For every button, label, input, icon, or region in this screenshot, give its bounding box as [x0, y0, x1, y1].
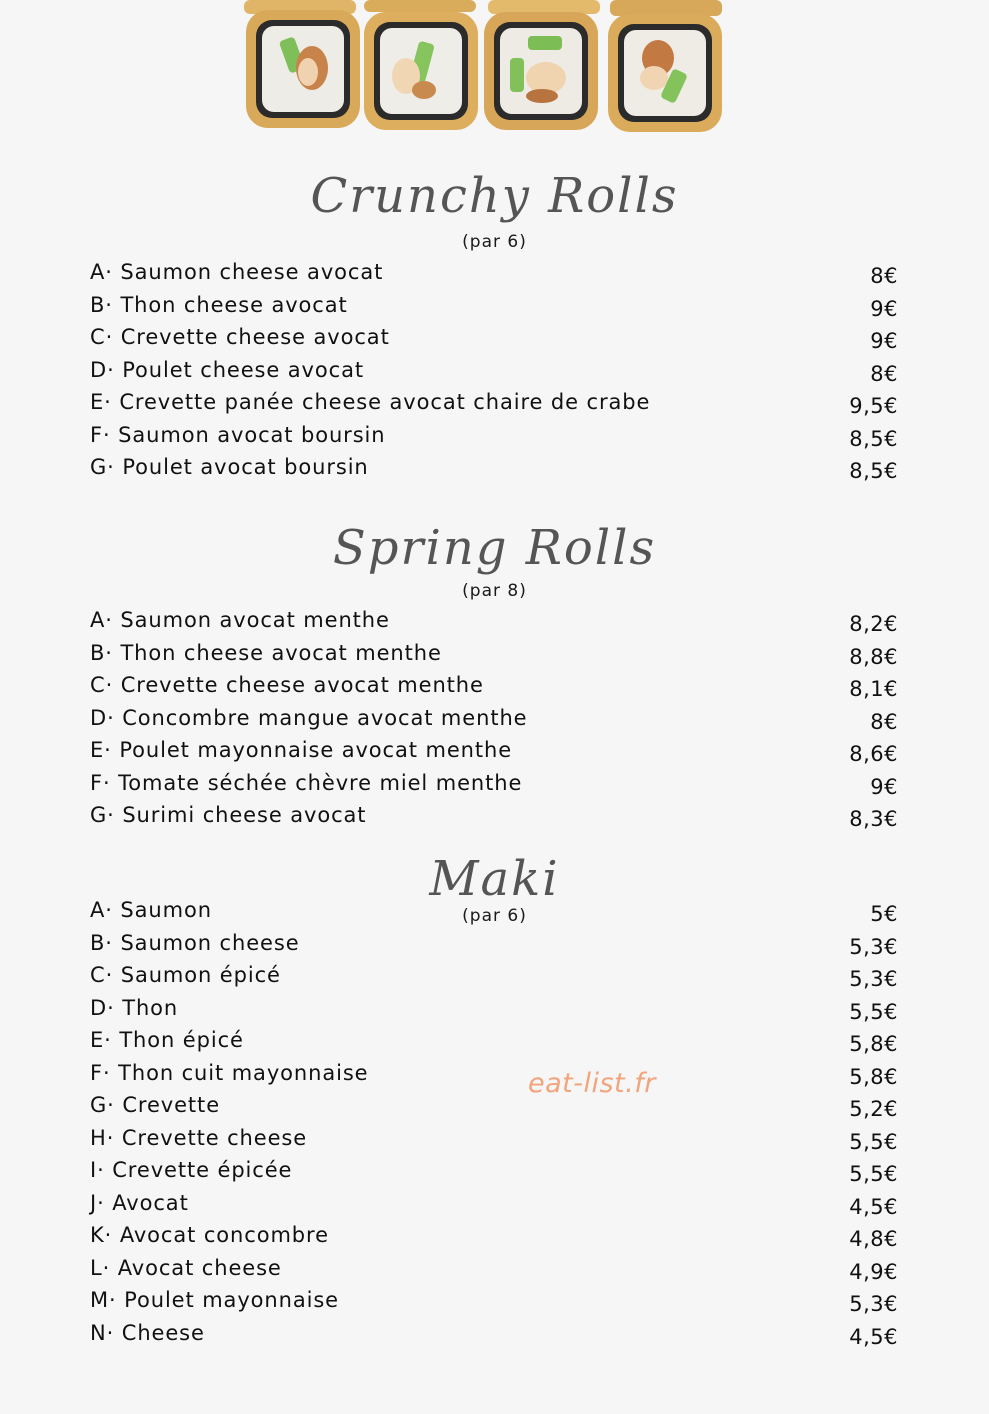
menu-item-name: G· Surimi cheese avocat — [90, 803, 367, 827]
menu-item-price: 9,5€ — [849, 394, 898, 418]
menu-item-price: 5,8€ — [849, 1064, 898, 1089]
menu-item — [90, 995, 900, 1031]
menu-item-price: 8,5€ — [849, 459, 898, 483]
menu-item — [90, 965, 900, 998]
menu-item-price: 9€ — [870, 329, 898, 353]
menu-item-price: 4,9€ — [849, 1259, 898, 1284]
menu-item — [90, 1125, 900, 1161]
menu-list-crunchy-rolls — [90, 262, 900, 490]
menu-item — [90, 357, 900, 393]
menu-item — [90, 900, 900, 933]
menu-item — [90, 1255, 900, 1291]
menu-item-name: G· Crevette — [90, 1093, 221, 1117]
section-subtitle-maki: (par 6) — [462, 906, 527, 926]
menu-item-name: A· Saumon avocat menthe — [90, 608, 390, 632]
section-title-maki: Maki — [429, 851, 560, 907]
menu-item-name: C· Crevette cheese avocat — [90, 325, 390, 349]
menu-item-price: 5,3€ — [849, 967, 898, 991]
menu-list-spring-rolls — [90, 610, 900, 838]
menu-item-price: 4,8€ — [849, 1227, 898, 1251]
menu-item-name: C· Saumon épicé — [90, 963, 281, 987]
menu-list-maki — [90, 900, 900, 1355]
menu-item-name: A· Saumon — [90, 898, 212, 922]
menu-item-name: B· Saumon cheese — [90, 930, 300, 955]
menu-item-name: M· Poulet mayonnaise — [90, 1288, 339, 1312]
menu-item-price: 5,3€ — [849, 1292, 898, 1316]
menu-item — [90, 392, 900, 425]
menu-item — [90, 1320, 900, 1356]
menu-item-name: C· Crevette cheese avocat menthe — [90, 673, 484, 697]
menu-item — [90, 1095, 900, 1128]
section-subtitle-spring-rolls: (par 8) — [462, 581, 527, 601]
menu-item-price: 5,2€ — [849, 1097, 898, 1121]
menu-item-price: 9€ — [870, 296, 898, 321]
section-subtitle-crunchy-rolls: (par 6) — [462, 232, 527, 252]
menu-item-name: F· Tomate séchée chèvre miel menthe — [90, 770, 523, 795]
menu-item — [90, 292, 900, 328]
menu-item — [90, 770, 900, 806]
menu-item-price: 8€ — [870, 361, 898, 386]
menu-item — [90, 640, 900, 676]
menu-item — [90, 740, 900, 773]
menu-item-price: 5,8€ — [849, 1032, 898, 1056]
menu-item-name: F· Saumon avocat boursin — [90, 422, 386, 447]
menu-item-price: 8,8€ — [849, 644, 898, 669]
menu-item-price: 5€ — [870, 902, 898, 926]
menu-item-name: B· Thon cheese avocat menthe — [90, 640, 442, 665]
menu-item-name: D· Concombre mangue avocat menthe — [90, 705, 528, 730]
menu-item-name: K· Avocat concombre — [90, 1223, 329, 1247]
menu-item — [90, 422, 900, 458]
menu-item-name: E· Poulet mayonnaise avocat menthe — [90, 738, 513, 762]
menu-item-name: H· Crevette cheese — [90, 1125, 308, 1150]
menu-item-price: 5,5€ — [849, 999, 898, 1024]
menu-item-price: 8,1€ — [849, 677, 898, 701]
menu-item — [90, 610, 900, 643]
menu-item — [90, 327, 900, 360]
menu-item-name: J· Avocat — [90, 1190, 189, 1215]
watermark-text: eat-list.fr — [528, 1068, 656, 1099]
menu-item — [90, 1225, 900, 1258]
section-title-crunchy-rolls: Crunchy Rolls — [310, 168, 679, 224]
menu-item-name: B· Thon cheese avocat — [90, 292, 348, 317]
menu-item — [90, 930, 900, 966]
menu-item — [90, 1160, 900, 1193]
menu-item-price: 5,5€ — [849, 1129, 898, 1154]
section-title-spring-rolls: Spring Rolls — [332, 520, 657, 576]
sushi-rolls-photo — [236, 0, 730, 134]
menu-item — [90, 457, 900, 490]
menu-item-name: L· Avocat cheese — [90, 1255, 282, 1280]
menu-item — [90, 675, 900, 708]
menu-item-name: G· Poulet avocat boursin — [90, 455, 369, 479]
menu-item-price: 8€ — [870, 709, 898, 734]
menu-item — [90, 262, 900, 295]
menu-item-price: 4,5€ — [849, 1194, 898, 1219]
menu-item-price: 8,6€ — [849, 742, 898, 766]
menu-item-price: 8,3€ — [849, 807, 898, 831]
menu-item — [90, 805, 900, 838]
menu-item-name: A· Saumon cheese avocat — [90, 260, 384, 284]
menu-item — [90, 705, 900, 741]
menu-item-name: D· Poulet cheese avocat — [90, 357, 364, 382]
menu-item — [90, 1190, 900, 1226]
menu-item-name: N· Cheese — [90, 1320, 205, 1345]
menu-item-price: 8€ — [870, 264, 898, 288]
menu-item-name: D· Thon — [90, 995, 179, 1020]
menu-item — [90, 1290, 900, 1323]
menu-item-price: 8,5€ — [849, 426, 898, 451]
menu-item — [90, 1030, 900, 1063]
menu-item-price: 8,2€ — [849, 612, 898, 636]
menu-item-name: F· Thon cuit mayonnaise — [90, 1060, 369, 1085]
menu-item-name: I· Crevette épicée — [90, 1158, 293, 1182]
menu-item-name: E· Thon épicé — [90, 1028, 244, 1052]
menu-item-price: 4,5€ — [849, 1324, 898, 1349]
menu-item-price: 5,5€ — [849, 1162, 898, 1186]
menu-item-price: 5,3€ — [849, 934, 898, 959]
menu-item-price: 9€ — [870, 774, 898, 799]
menu-item — [90, 1060, 900, 1099]
menu-item-name: E· Crevette panée cheese avocat chaire de crabe — [90, 390, 651, 414]
